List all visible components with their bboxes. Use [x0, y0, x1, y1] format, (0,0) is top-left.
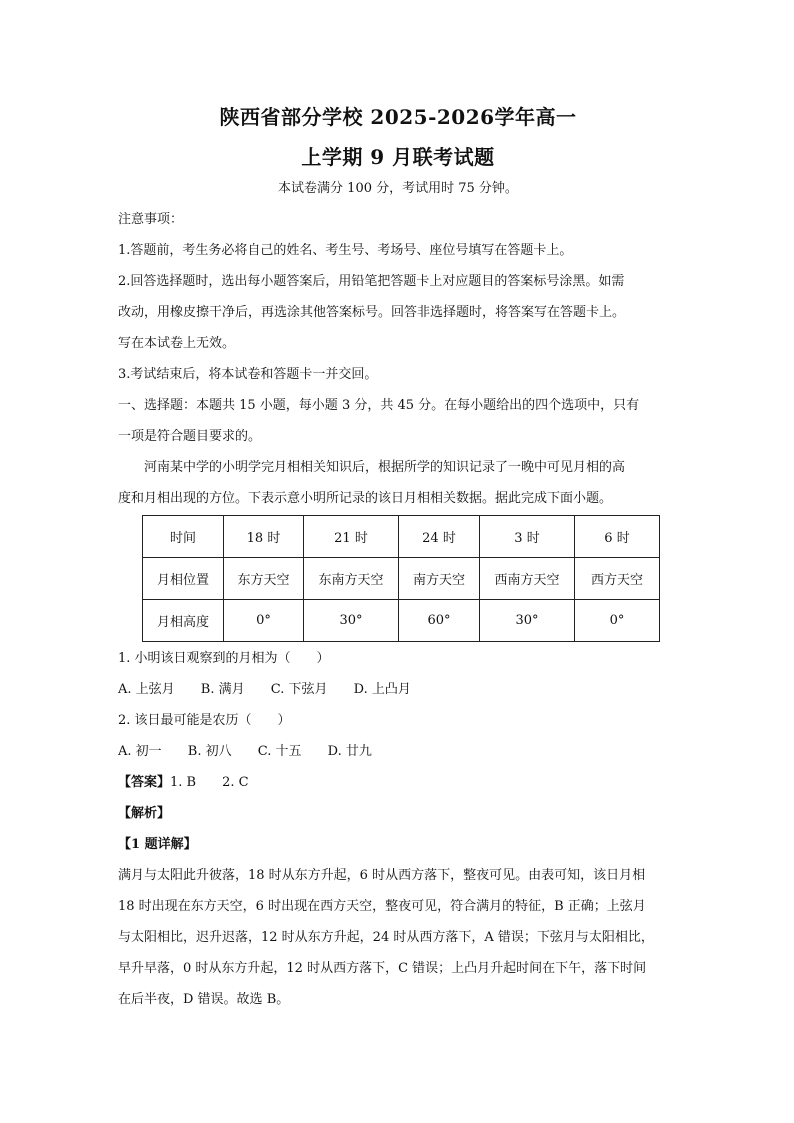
table-cell: 24 时	[399, 516, 480, 558]
exam-page	[118, 100, 678, 1015]
notes-heading: 注意事项：	[118, 212, 184, 227]
table-cell: 3 时	[480, 516, 575, 558]
section-heading-line2: 一项是符合题目要求的。	[118, 429, 262, 444]
table-cell: 21 时	[304, 516, 399, 558]
table-cell: 6 时	[575, 516, 660, 558]
table-cell: 西方天空	[575, 558, 660, 600]
table-cell: 0°	[575, 600, 660, 642]
table-cell: 30°	[304, 600, 399, 642]
table-cell: 月相位置	[143, 558, 224, 600]
analysis-line: 满月与太阳此升彼落，18 时从东方升起，6 时从西方落下，整夜可见。由表可知，该日月相	[118, 868, 646, 883]
answer-text: 1. B 2. C	[170, 775, 249, 790]
question-1-stem: 1. 小明该日观察到的月相为（ ）	[118, 651, 330, 666]
analysis-detail-label: 【1 题详解】	[118, 837, 197, 852]
note-item: 改动，用橡皮擦干净后，再选涂其他答案标号。回答非选择题时，将答案写在答题卡上。	[118, 305, 626, 320]
note-item: 3.考试结束后，将本试卷和答题卡一并交回。	[118, 367, 378, 382]
question-2-stem: 2. 该日最可能是农历（ ）	[118, 713, 291, 728]
table-row	[143, 558, 660, 600]
table-row	[143, 600, 660, 642]
table-cell: 30°	[480, 600, 575, 642]
option-a: A. 初一	[118, 744, 162, 759]
table-cell: 西南方天空	[480, 558, 575, 600]
analysis-line: 在后半夜，D 错误。故选 B。	[118, 992, 290, 1007]
answer-label: 【答案】	[118, 775, 171, 790]
analysis-line: 早升早落，0 时从东方升起，12 时从西方落下，C 错误；上凸月升起时间在下午，落下时间	[118, 961, 647, 976]
note-item: 1.答题前，考生务必将自己的姓名、考生号、考场号、座位号填写在答题卡上。	[118, 243, 573, 258]
table-cell: 月相高度	[143, 600, 224, 642]
option-a: A. 上弦月	[118, 682, 175, 697]
analysis-line: 18 时出现在东方天空，6 时出现在西方天空，整夜可见，符合满月的特征，B 正确；上弦月	[118, 899, 646, 914]
option-b: B. 初八	[187, 744, 232, 759]
table-cell: 东南方天空	[304, 558, 399, 600]
question-1-options	[118, 674, 678, 705]
table-cell: 18 时	[224, 516, 304, 558]
option-d: D. 廿九	[327, 744, 372, 759]
answer-line	[118, 767, 678, 798]
exam-title-line2: 上学期 9 月联考试题	[301, 145, 495, 169]
table-cell: 东方天空	[224, 558, 304, 600]
exam-subtitle: 本试卷满分 100 分，考试用时 75 分钟。	[278, 181, 518, 196]
analysis-label: 【解析】	[118, 806, 171, 821]
table-row	[143, 516, 660, 558]
intro-line1: 河南某中学的小明学完月相相关知识后，根据所学的知识记录了一晚中可见月相的高	[144, 460, 626, 475]
exam-title-line1: 陕西省部分学校 2025-2026学年高一	[219, 105, 577, 129]
question-2-options	[118, 736, 678, 767]
section-heading-line1: 一、选择题：本题共 15 小题，每小题 3 分，共 45 分。在每小题给出的四个选项中，只有	[118, 398, 640, 413]
table-cell: 0°	[224, 600, 304, 642]
moon-data-table	[142, 515, 660, 642]
intro-line2: 度和月相出现的方位。下表示意小明所记录的该日月相相关数据。据此完成下面小题。	[118, 491, 613, 506]
table-cell: 南方天空	[399, 558, 480, 600]
option-d: D. 上凸月	[353, 682, 411, 697]
analysis-line: 与太阳相比，迟升迟落，12 时从东方升起，24 时从西方落下，A 错误；下弦月与太阳相比，	[118, 930, 654, 945]
table-cell: 60°	[399, 600, 480, 642]
option-c: C. 下弦月	[270, 682, 328, 697]
table-cell: 时间	[143, 516, 224, 558]
option-c: C. 十五	[257, 744, 302, 759]
note-item: 2.回答选择题时，选出每小题答案后，用铅笔把答题卡上对应题目的答案标号涂黑。如需	[118, 274, 625, 289]
option-b: B. 满月	[200, 682, 245, 697]
note-item: 写在本试卷上无效。	[118, 336, 236, 351]
